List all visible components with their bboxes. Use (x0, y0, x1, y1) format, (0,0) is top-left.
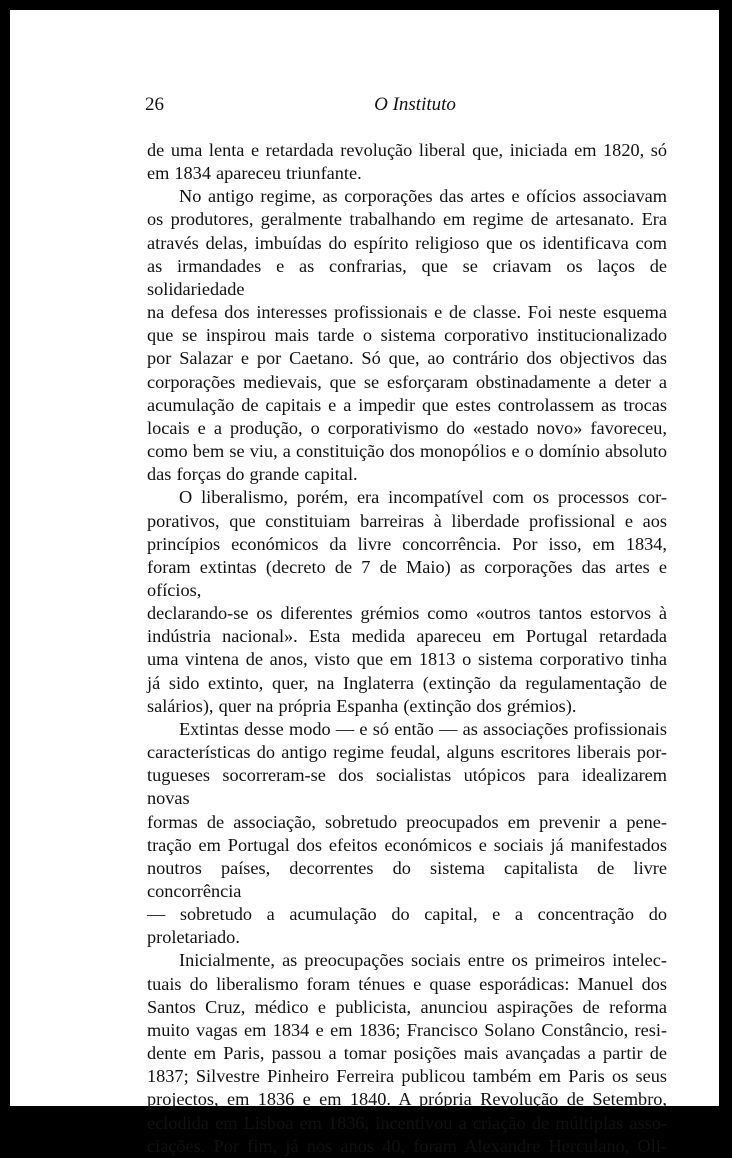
text-line: princípios económicos da livre concorrência. Por isso, em 1834, (147, 533, 667, 554)
text-line: tugueses socorreram-se dos socialistas utópicos para idealizarem novas (147, 765, 667, 809)
text-line: locais e a produção, o corporativismo do «estado novo» favoreceu, (147, 417, 667, 438)
text-line: características do antigo regime feudal, alguns escritores liberais por- (147, 742, 667, 763)
text-line: corporações medievais, que se esforçaram obstinadamente a deter a (147, 371, 667, 392)
text-line: ciações. Por fim, já nos anos 40, foram Alexandre Herculano, Oli- (147, 1135, 667, 1156)
text-line: na defesa dos interesses profissionais e de classe. Foi neste esquema (147, 302, 667, 323)
text-line: que se inspirou mais tarde o sistema corporativo institucionalizado (147, 325, 667, 346)
text-line: de uma lenta e retardada revolução liberal que, iniciada em 1820, só (147, 140, 667, 160)
text-line: eclodida em Lisboa em 1836, incentivou a criação de múltiplas asso- (147, 1112, 667, 1133)
text-line: uma vintena de anos, visto que em 1813 o sistema corporativo tinha (147, 649, 667, 670)
text-line: projectos, em 1836 e em 1840. A própria Revolução de Setembro, (147, 1089, 667, 1110)
text-line: por Salazar e por Caetano. Só que, ao contrário dos objectivos das (147, 348, 667, 369)
text-line: porativos, que constituiam barreiras à liberdade profissional e aos (147, 510, 667, 531)
body-text (147, 139, 667, 1158)
text-line: tuais do liberalismo foram ténues e quase esporádicas: Manuel dos (147, 973, 667, 994)
text-line: acumulação de capitais e a impedir que estes controlassem as trocas (147, 394, 667, 415)
text-line: as irmandades e as confrarias, que se criavam os laços de solidariedade (147, 255, 667, 299)
text-line: os produtores, geralmente trabalhando em regime de artesanato. Era (147, 209, 667, 230)
text-line: formas de associação, sobretudo preocupados em prevenir a pene- (147, 811, 667, 832)
text-line: como bem se viu, a constituição dos monopólios e o domínio absoluto (147, 441, 667, 462)
text-line: já sido extinto, quer, na Inglaterra (extinção da regulamentação de (147, 672, 667, 693)
text-line: 1837; Silvestre Pinheiro Ferreira publicou também em Paris os seus (147, 1066, 667, 1087)
running-header (145, 94, 685, 120)
text-line: indústria nacional». Esta medida apareceu em Portugal retardada (147, 626, 667, 647)
text-line: salários), quer na própria Espanha (extinção dos grémios). (147, 695, 577, 716)
running-title: O Instituto (374, 94, 456, 115)
text-line: Extintas desse modo — e só então — as associações profissionais (179, 718, 667, 739)
text-line: declarando-se os diferentes grémios como «outros tantos estorvos à (147, 603, 667, 624)
page-number: 26 (145, 94, 164, 115)
text-line: através delas, imbuídas do espírito religioso que os identificava com (147, 232, 667, 253)
text-line: Inicialmente, as preocupações sociais entre os primeiros intelec- (179, 950, 667, 971)
text-line: — sobretudo a acumulação do capital, e a concentração do proletariado. (147, 904, 667, 948)
text-line: tração em Portugal dos efeitos económicos e sociais já manifestados (147, 834, 667, 855)
text-line: muito vagas em 1834 e em 1836; Francisco Solano Constâncio, resi- (147, 1019, 667, 1040)
text-line: foram extintas (decreto de 7 de Maio) as corporações das artes e ofícios, (147, 556, 667, 600)
book-page (10, 10, 719, 1156)
text-line: Santos Cruz, médico e publicista, anunciou aspirações de reforma (147, 996, 667, 1017)
text-line: em 1834 apareceu triunfante. (147, 163, 362, 184)
text-line: dente em Paris, passou a tomar posições mais avançadas a partir de (147, 1043, 667, 1064)
text-line: No antigo regime, as corporações das artes e ofícios associavam (179, 186, 667, 207)
text-line: O liberalismo, porém, era incompatível com os processos cor- (179, 487, 667, 508)
text-line: noutros países, decorrentes do sistema capitalista de livre concorrência (147, 857, 667, 901)
text-line: das forças do grande capital. (147, 464, 358, 485)
